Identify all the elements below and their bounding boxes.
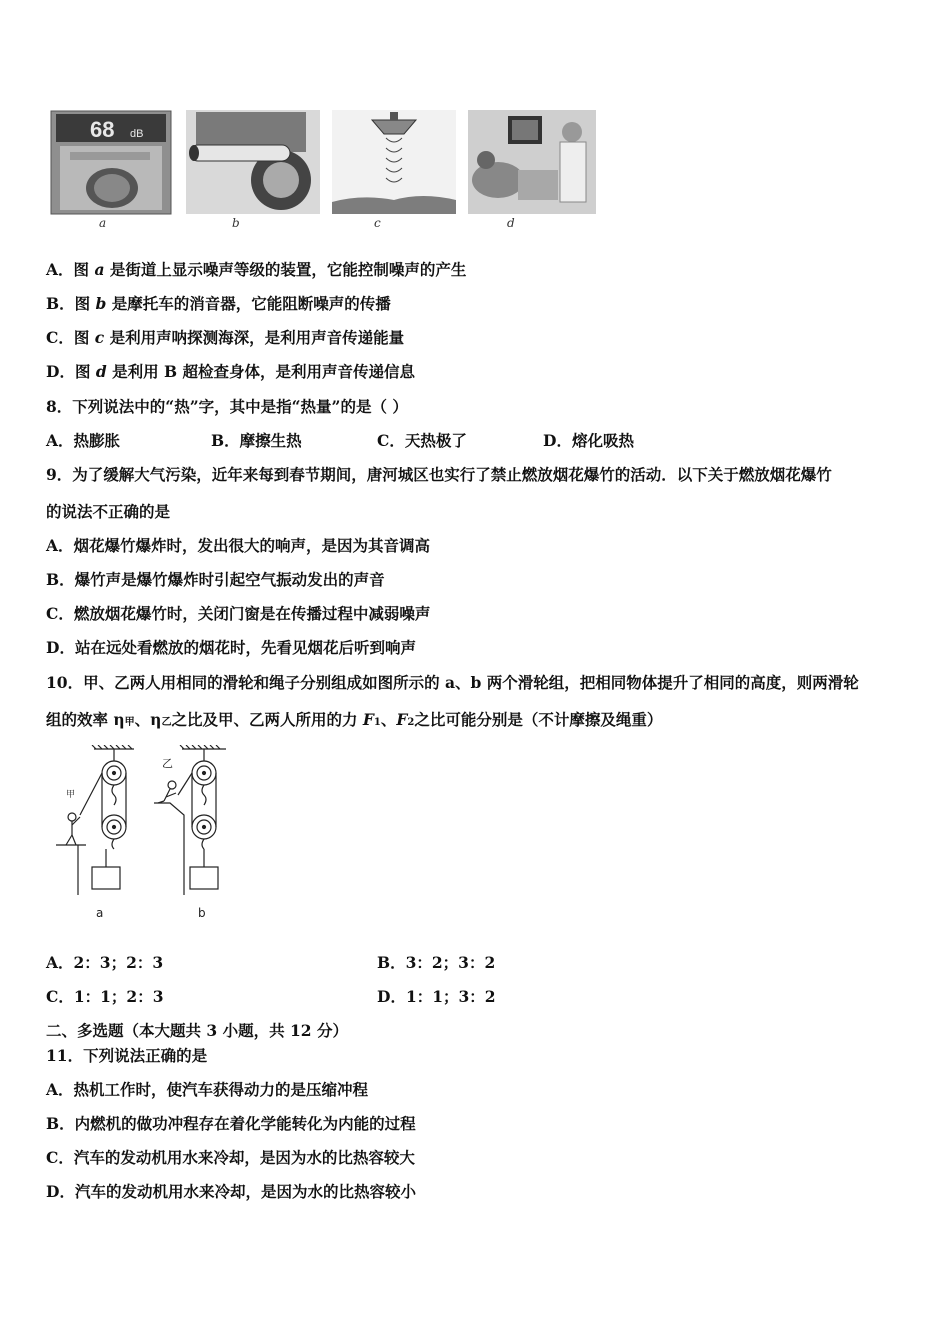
person-a-label: 甲 [66,790,76,800]
q10-option-d: D．1：1；3：2 [377,987,496,1006]
q8-option-c: C．天热极了 [377,431,467,450]
meter-unit: dB [130,128,144,140]
section-title: 二、多选题（本大题共 3 小题，共 12 分） [46,1021,348,1040]
q10-option-c: C．1：1；2：3 [46,987,164,1006]
q7-option-c: C．图 c 是利用声呐探测海深，是利用声音传递能量 [46,328,405,347]
q11-option-d: D．汽车的发动机用水来冷却，是因为水的比热容较小 [46,1182,416,1201]
noise-meter-photo [50,110,172,215]
q7-option-b: B．图 b 是摩托车的消音器，它能阻断噪声的传播 [46,294,391,313]
motorcycle-silencer-photo [186,110,320,215]
person-b-label: 乙 [162,757,173,770]
q11-option-a: A．热机工作时，使汽车获得动力的是压缩冲程 [46,1080,369,1099]
q10-option-b: B．3：2；3：2 [377,953,496,972]
q9-option-b: B．爆竹声是爆竹爆炸时引起空气振动发出的声音 [46,570,385,589]
fig-caption-a: a [99,216,107,230]
q8-option-b: B．摩擦生热 [211,431,302,450]
q9-stem-line1: 9．为了缓解大气污染，近年来每到春节期间，唐河城区也实行了禁止燃放烟花爆竹的活动．以下关于燃放烟花爆竹 [46,465,832,484]
q11-option-b: B．内燃机的做功冲程存在着化学能转化为内能的过程 [46,1114,416,1133]
ultrasound-photo [468,110,596,215]
figure-strip [50,110,610,235]
pulley-caption-a: a [96,906,104,920]
q10-stem-line1: 10．甲、乙两人用相同的滑轮和绳子分别组成如图所示的 a、b 两个滑轮组，把相同物体提升了相同的高度，则两滑轮 [46,673,859,692]
q10-option-a: A．2：3；2：3 [46,953,164,972]
q9-option-d: D．站在远处看燃放的烟花时，先看见烟花后听到响声 [46,638,416,657]
q9-option-c: C．燃放烟花爆竹时，关闭门窗是在传播过程中减弱噪声 [46,604,431,623]
fig-caption-c: c [374,216,381,230]
fig-caption-b: b [232,216,240,230]
fig-caption-d: d [507,216,515,230]
q8-option-a: A．热膨胀 [46,431,121,450]
q8-option-d: D．熔化吸热 [543,431,634,450]
q9-option-a: A．烟花爆竹爆炸时，发出很大的响声，是因为其音调高 [46,536,431,555]
q11-stem: 11．下列说法正确的是 [46,1046,208,1065]
sonar-diagram [332,110,456,215]
q9-stem-line2: 的说法不正确的是 [46,502,171,521]
q7-option-d: D．图 d 是利用 B 超检查身体，是利用声音传递信息 [46,362,415,381]
meter-reading: 68 [90,117,115,142]
pulley-diagram [50,745,230,925]
q7-option-a: A．图 a 是街道上显示噪声等级的装置，它能控制噪声的产生 [46,260,467,279]
q11-option-c: C．汽车的发动机用水来冷却，是因为水的比热容较大 [46,1148,415,1167]
pulley-caption-b: b [198,906,206,920]
q8-stem: 8．下列说法中的“热”字，其中是指“热量”的是（ ） [46,397,408,416]
q10-stem-line2: 组的效率 η甲、η乙之比及甲、乙两人所用的力 F1、F2之比可能分别是（不计摩擦及绳重） [46,710,663,729]
